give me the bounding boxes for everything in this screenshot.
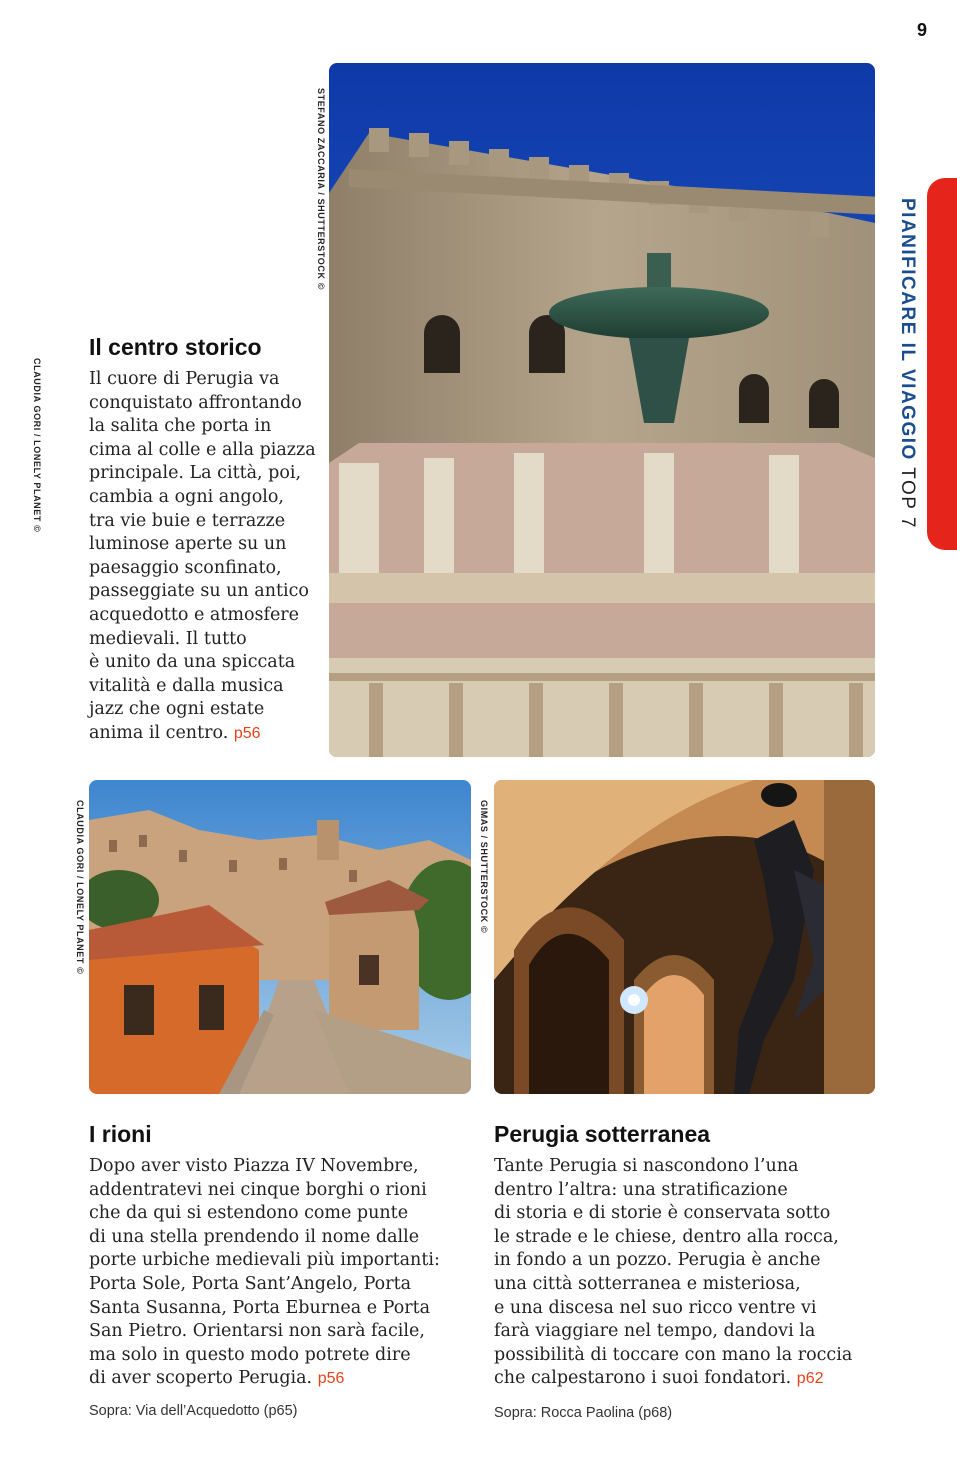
tab-label-light: TOP 7 [897, 467, 918, 529]
page-ref-link[interactable]: p56 [233, 724, 261, 742]
section-tab[interactable] [927, 178, 957, 550]
photo-fontana-maggiore [329, 63, 875, 757]
section-body-sotterranea: Tante Perugia si nascondono l’una dentro l’altra: una stratificazione di storia e di storie è conservata sotto le strade e le chiese, dentro alla rocca, in fondo a un pozzo. Perugia è anche una città sotterranea e misteriosa, e una discesa nel suo ricco ventre vi farà viaggiare nel tempo, dandovi la possibilità di toccare con mano la roccia che calpestarono i suoi fondatori. p62 [494, 1156, 853, 1389]
section-title-sotterranea: Perugia sotterranea [494, 1121, 711, 1147]
photo-via-acquedotto [89, 780, 471, 1094]
photo-rocca-paolina [494, 780, 875, 1094]
section-title-rioni: I rioni [89, 1121, 152, 1147]
section-body-rioni: Dopo aver visto Piazza IV Novembre, addentratevi nei cinque borghi o rioni che da qui si estendono come punte di una stella prendendo il nome dalle porte urbiche medievali più importanti: Porta Sole, Porta Sant’Angelo, Porta Santa Susanna, Porta Eburnea e Porta San Pietro. Orientarsi non sarà facile, ma solo in questo modo potrete dire di aver scoperto Perugia. p56 [89, 1156, 440, 1389]
page-number: 9 [916, 20, 927, 40]
photo-caption-sotterranea: Sopra: Rocca Paolina (p68) [494, 1405, 673, 1421]
page-ref-link[interactable]: p56 [317, 1370, 345, 1388]
page-ref-link[interactable]: p62 [796, 1370, 824, 1388]
section-title-centro-storico: Il centro storico [89, 334, 262, 360]
tab-label-bold: PIANIFICARE IL VIAGGIO [897, 198, 918, 461]
section-body-centro-storico: Il cuore di Perugia va conquistato affrontando la salita che porta in cima al colle e alla piazza principale. La città, poi, cambia a ogni angolo, tra vie buie e terrazze luminose aperte su un paesaggio sconfinato, passeggiate su un antico acquedotto e atmosfere medievali. Il tutto è unito da una spiccata vitalità e dalla musica jazz che ogni estate anima il centro. p56 [89, 369, 316, 743]
photo-caption-rioni: Sopra: Via dell’Acquedotto (p65) [89, 1403, 298, 1419]
